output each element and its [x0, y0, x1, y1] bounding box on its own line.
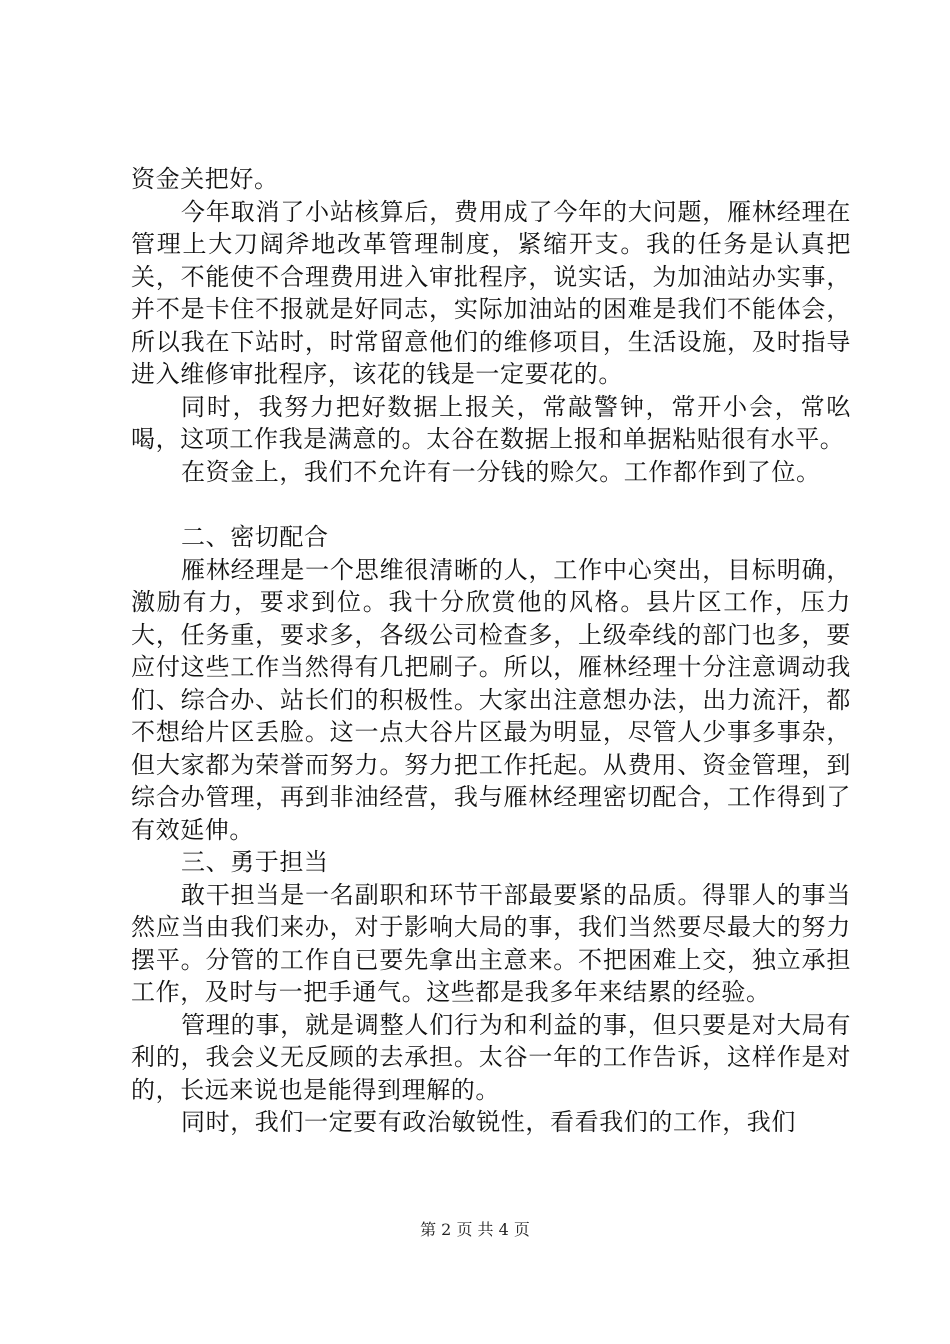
paragraph-responsibility: 敢干担当是一名副职和环节干部最要紧的品质。得罪人的事当然应当由我们来办，对于影响大局的事，我们当然要尽最大的努力摆平。分管的工作自已要先拿出主意来。不把困难上交，独立承担工作，及时与一把手通气。这些都是我多年来结累的经验。 [131, 880, 851, 1006]
paragraph-management: 管理的事，就是调整人们行为和利益的事，但只要是对大局有利的，我会义无反顾的去承担。太谷一年的工作告诉，这样作是对的，长远来说也是能得到理解的。 [131, 1010, 851, 1104]
paragraph-data-reporting: 同时，我努力把好数据上报关，常敲警钟，常开小会，常吆喝，这项工作我是满意的。太谷在数据上报和单据粘贴很有水平。 [131, 392, 851, 453]
paragraph-funds: 在资金上，我们不允许有一分钱的赊欠。工作都作到了位。 [181, 457, 821, 486]
paragraph-continuation: 资金关把好。 [131, 165, 279, 193]
document-body [131, 163, 851, 1139]
section-heading-cooperation: 二、密切配合 [181, 523, 329, 551]
paragraph-expense-control: 今年取消了小站核算后，费用成了今年的大问题，雁林经理在管理上大刀阔斧地改革管理制度，紧缩开支。我的任务是认真把关，不能使不合理费用进入审批程序，说实话，为加油站办实事，并不是卡住不报就是好同志，实际加油站的困难是我们不能体会，所以我在下站时，时常留意他们的维修项目，生活设施，及时指导进入维修审批程序，该花的钱是一定要花的。 [131, 197, 851, 388]
paragraph-cooperation: 雁林经理是一个思维很清晰的人，工作中心突出，目标明确，激励有力，要求到位。我十分欣赏他的风格。县片区工作，压力大，任务重，要求多，各级公司检查多，上级牵线的部门也多，要应付这些工作当然得有几把刷子。所以，雁林经理十分注意调动我们、综合办、站长们的积极性。大家出注意想办法，出力流汗，都不想给片区丢脸。这一点大谷片区最为明显，尽管人少事多事杂，但大家都为荣誉而努力。努力把工作托起。从费用、资金管理，到综合办管理，再到非油经营，我与雁林经理密切配合，工作得到了有效延伸。 [131, 555, 851, 844]
section-heading-responsibility: 三、勇于担当 [181, 848, 329, 876]
page-number-footer: 第 2 页 共 4 页 [420, 1220, 530, 1239]
paragraph-political-awareness: 同时，我们一定要有政治敏锐性，看看我们的工作，我们 [181, 1108, 796, 1136]
